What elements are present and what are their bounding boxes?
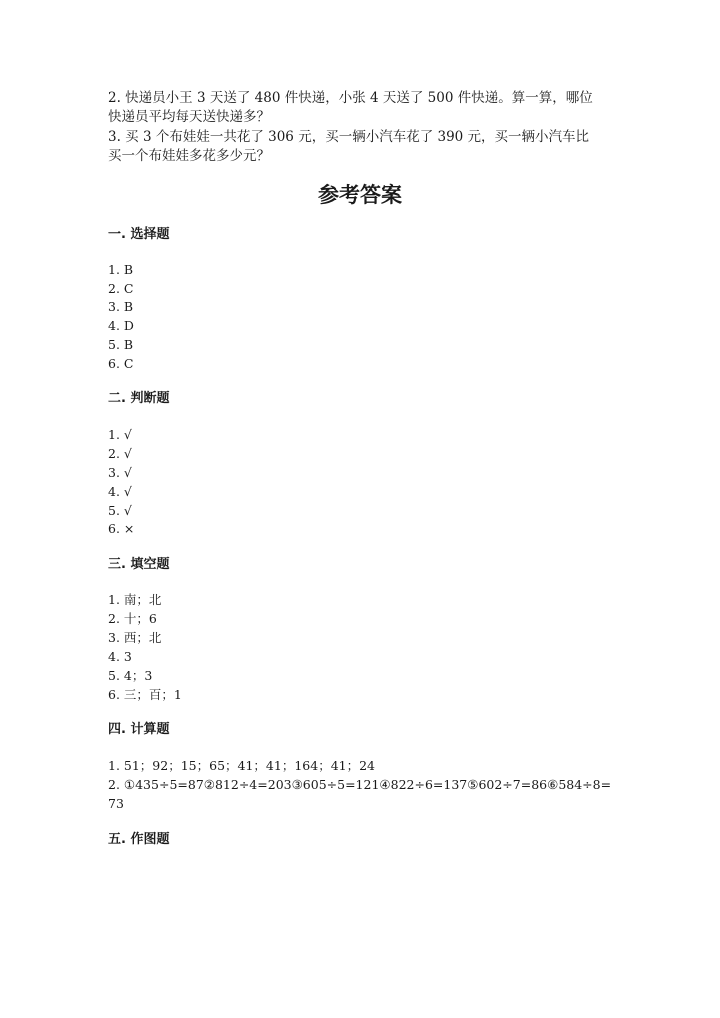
question-2-line-2: 快递员平均每天送快递多？ [108,109,270,125]
answer-item: 5. B [108,337,134,352]
question-2-line-1: 2. 快递员小王 3 天送了 480 件快递，小张 4 天送了 500 件快递。算一算，哪位 [108,90,593,106]
section-heading-calculation: 四. 计算题 [108,722,170,737]
answer-key-title: 参考答案 [318,183,402,207]
section-heading-true-false: 二. 判断题 [108,391,170,406]
section-heading-choice: 一. 选择题 [108,227,170,242]
answer-item: 5. 4；3 [108,668,153,683]
answer-item: 3. B [108,299,134,314]
answer-item: 6. 三；百；1 [108,687,182,702]
section-heading-drawing: 五. 作图题 [108,832,170,847]
question-3-line-2: 买一个布娃娃多花多少元？ [108,148,270,164]
answer-item: 6. × [108,521,135,536]
answer-item: 4. D [108,318,134,333]
answer-item: 1. 51；92；15；65；41；41；164；41；24 [108,758,376,773]
answer-item: 2. C [108,281,134,296]
answer-item: 3. √ [108,465,132,480]
answer-item: 1. 南；北 [108,592,162,607]
answer-item: 3. 西；北 [108,630,162,645]
answer-item: 1. √ [108,427,132,442]
answer-item: 2. ①435÷5=87②812÷4=203③605÷5=121④822÷6=137⑤602÷7=86⑥584÷8= [108,777,612,792]
answer-item: 6. C [108,356,134,371]
section-heading-fill-blank: 三. 填空题 [108,557,170,572]
answer-item: 5. √ [108,503,132,518]
answer-item: 4. 3 [108,649,132,664]
question-3-line-1: 3. 买 3 个布娃娃一共花了 306 元，买一辆小汽车花了 390 元，买一辆小汽车比 [108,129,590,145]
answer-item: 1. B [108,262,134,277]
answer-item: 2. √ [108,446,132,461]
answer-item: 73 [108,796,124,811]
answer-item: 2. 十；6 [108,611,157,626]
answer-item: 4. √ [108,484,132,499]
